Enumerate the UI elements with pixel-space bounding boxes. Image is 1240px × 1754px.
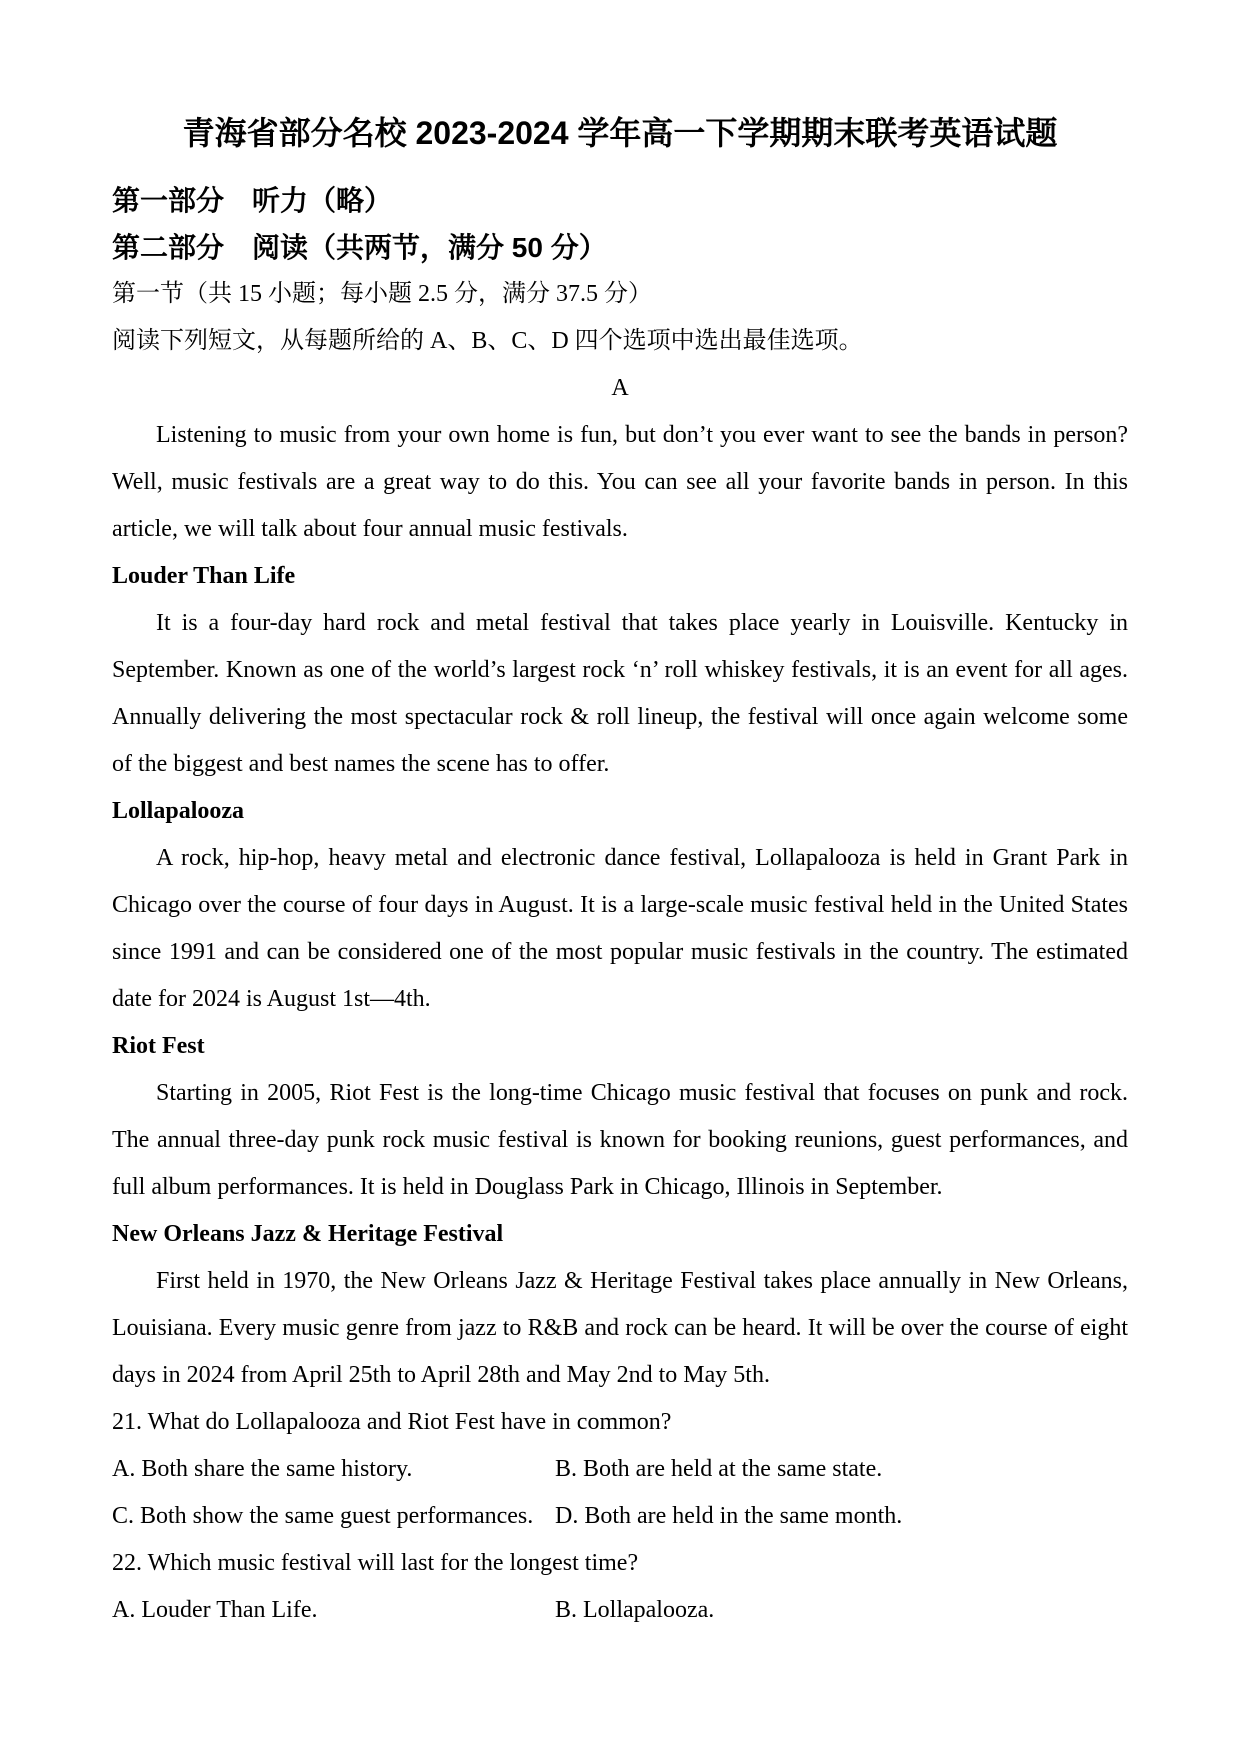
festival-name-new-orleans-jazz: New Orleans Jazz & Heritage Festival <box>112 1221 504 1247</box>
question-22-option-b: B. Lollapalooza. <box>555 1597 715 1623</box>
question-21-options-row-cd <box>112 1493 1128 1540</box>
question-21-option-d: D. Both are held in the same month. <box>555 1503 903 1529</box>
question-21-option-c: C. Both show the same guest performances. <box>112 1503 534 1529</box>
festival-name-lollapalooza: Lollapalooza <box>112 798 245 824</box>
festival-description-riot-fest: Starting in 2005, Riot Fest is the long-time Chicago music festival that focuses on punk and rock. The annual three-day punk rock music festival is known for booking reunions, guest performances, and full album performances. It is held in Douglass Park in Chicago, Illinois in September. <box>112 1080 1128 1200</box>
passage-a-label: A <box>611 375 629 401</box>
festival-description-lollapalooza: A rock, hip-hop, heavy metal and electronic dance festival, Lollapalooza is held in Grant Park in Chicago over the course of four days in August. It is a large-scale music festival held in the United States since 1991 and can be considered one of the most popular music festivals in the country. The estimated date for 2024 is August 1st—4th. <box>112 845 1128 1012</box>
question-22-option-a: A. Louder Than Life. <box>112 1597 318 1623</box>
exam-title: 青海省部分名校 2023-2024 学年高一下学期期末联考英语试题 <box>182 115 1058 151</box>
festival-name-riot-fest: Riot Fest <box>112 1033 205 1059</box>
passage-a-intro: Listening to music from your own home is fun, but don’t you ever want to see the bands in person? Well, music festivals are a great way to do this. You can see all your favorite bands in person. In this article, we will talk about four annual music festivals. <box>112 422 1128 542</box>
question-21-option-a: A. Both share the same history. <box>112 1456 413 1482</box>
part1-heading: 第一部分 听力（略） <box>112 185 393 216</box>
section1-heading: 第一节（共 15 小题；每小题 2.5 分，满分 37.5 分） <box>112 281 652 307</box>
festival-description-new-orleans-jazz: First held in 1970, the New Orleans Jazz & Heritage Festival takes place annually in New Orleans, Louisiana. Every music genre from jazz to R&B and rock can be heard. It will be over the course of eight days in 2024 from April 25th to April 28th and May 2nd to May 5th. <box>112 1268 1128 1388</box>
question-21-options-row-ab <box>112 1446 1128 1493</box>
part2-heading: 第二部分 阅读（共两节，满分 50 分） <box>112 232 607 263</box>
festival-description-louder-than-life: It is a four-day hard rock and metal festival that takes place yearly in Louisville. Kentucky in September. Known as one of the world’s largest rock ‘n’ roll whiskey festivals, it is an event for all ages. Annually delivering the most spectacular rock & roll lineup, the festival will once again welcome some of the biggest and best names the scene has to offer. <box>112 610 1128 777</box>
question-21-option-b: B. Both are held at the same state. <box>555 1456 883 1482</box>
festival-name-louder-than-life: Louder Than Life <box>112 563 296 589</box>
question-21-text: 21. What do Lollapalooza and Riot Fest have in common? <box>112 1409 672 1435</box>
question-22-options-row-ab <box>112 1587 1128 1634</box>
question-22-text: 22. Which music festival will last for the longest time? <box>112 1550 639 1576</box>
reading-instructions: 阅读下列短文，从每题所给的 A、B、C、D 四个选项中选出最佳选项。 <box>112 328 863 354</box>
